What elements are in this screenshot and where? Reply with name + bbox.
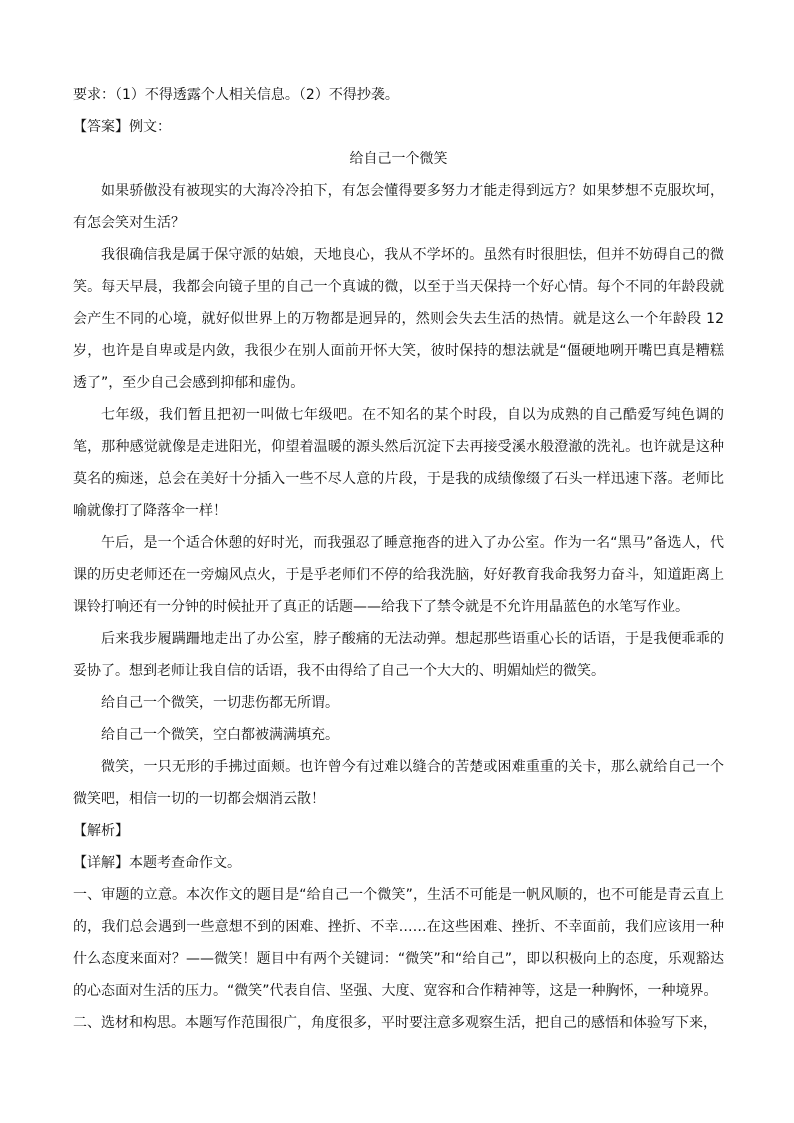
answer-label: 【答案】	[73, 119, 129, 135]
essay-paragraph: 给自己一个微笑，一切悲伤都无所谓。	[101, 695, 339, 711]
detail-line	[73, 847, 724, 879]
essay-paragraph: 如果骄傲没有被现实的大海冷冷拍下，有怎会懂得要多努力才能走得到远方？如果梦想不克服坎坷，有怎会笑对生活？	[73, 183, 724, 231]
essay-paragraph: 微笑，一只无形的手拂过面颊。也许曾今有过难以缝合的苦楚或困难重重的关卡，那么就给自己一个微笑吧，相信一切的一切都会烟消云散！	[73, 759, 724, 807]
essay-paragraph: 后来我步履蹒跚地走出了办公室，脖子酸痛的无法动弹。想起那些语重心长的话语，于是我便乖乖的妥协了。想到老师让我自信的话语，我不由得给了自己一个大大的、明媚灿烂的微笑。	[73, 631, 724, 679]
analysis-point: 一、审题的立意。本次作文的题目是“给自己一个微笑”，生活不可能是一帆风顺的，也不可能是青云直上的，我们总会遇到一些意想不到的困难、挫折、不幸……在这些困难、挫折、不幸面前，我们应该用一种什么态度来面对？——微笑！题目中有两个关键词：“微笑”和“给自己”，即以积极向上的态度，乐观豁达的心态面对生活的压力。“微笑”代表自信、坚强、大度、宽容和合作精神等，这是一种胸怀，一种境界。	[73, 887, 724, 999]
detail-text: 本题考查命作文。	[129, 855, 241, 871]
analysis-point: 二、选材和构思。本题写作范围很广，角度很多，平时要注意多观察生活，把自己的感悟和体验写下来，	[73, 1015, 717, 1031]
detail-label: 【详解】	[73, 855, 129, 871]
requirement-text: 要求：（1）不得透露个人相关信息。（2）不得抄袭。	[73, 87, 399, 103]
essay-paragraph: 给自己一个微笑，空白都被满满填充。	[101, 727, 339, 743]
essay-paragraph: 我很确信我是属于保守派的姑娘，天地良心，我从不学坏的。虽然有时很胆怯，但并不妨碍自己的微笑。每天早晨，我都会向镜子里的自己一个真诚的微，以至于当天保持一个好心情。每个不同的年龄段就会产生不同的心境，就好似世界上的万物都是迥异的，然则会失去生活的热情。就是这么一个年龄段 12 岁，也许是自卑或是内敛，我很少在别人面前开怀大笑，彼时保持的想法就是“僵硬地咧开嘴巴真是糟糕透了”，至少自己会感到抑郁和虚伪。	[73, 247, 724, 391]
essay-paragraph: 午后，是一个适合休憩的好时光，而我强忍了睡意拖沓的进入了办公室。作为一名“黑马”备选人，代课的历史老师还在一旁煽风点火，于是乎老师们不停的给我洗脑，好好教育我命我努力奋斗，知道距离上课铃打响还有一分钟的时候扯开了真正的话题——给我下了禁令就是不允许用晶蓝色的水笔写作业。	[73, 535, 724, 615]
essay-title: 给自己一个微笑	[349, 151, 448, 167]
answer-line	[73, 111, 724, 143]
essay-paragraph: 七年级，我们暂且把初一叫做七年级吧。在不知名的某个时段，自以为成熟的自己酷爱写纯色调的笔，那种感觉就像是走进阳光，仰望着温暖的源头然后沉淀下去再接受溪水般澄澈的洗礼。也许就是这种莫名的痴迷，总会在美好十分插入一些不尽人意的片段，于是我的成绩像缀了石头一样迅速下落。老师比喻就像打了降落伞一样！	[73, 407, 724, 519]
analysis-label: 【解析】	[73, 823, 129, 839]
answer-text: 例文：	[129, 119, 171, 135]
